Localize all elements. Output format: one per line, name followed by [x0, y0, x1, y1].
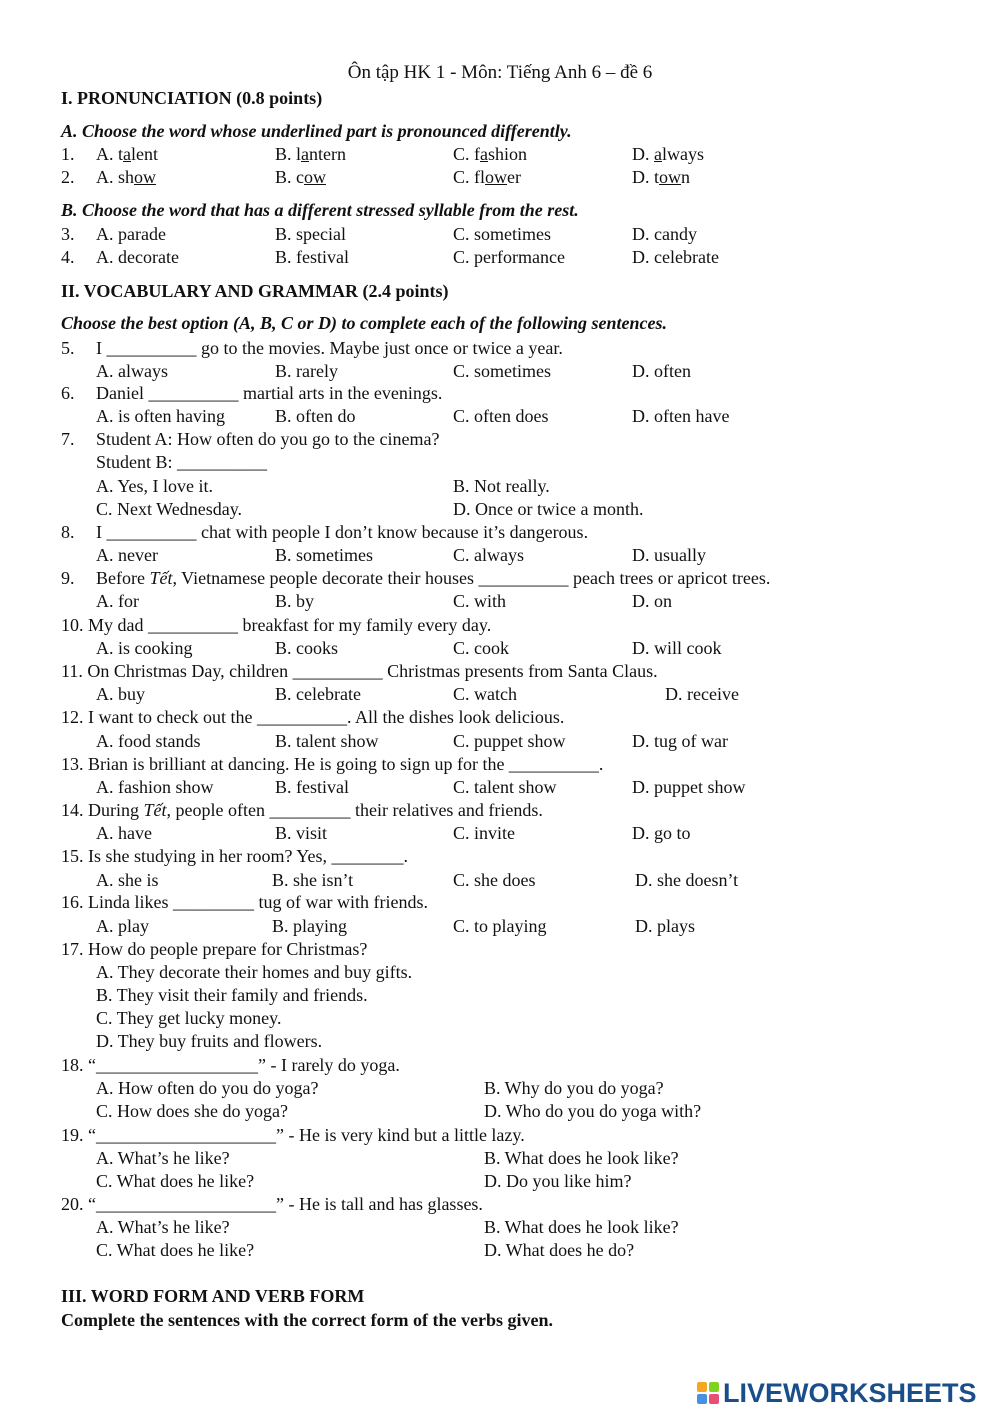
option-a[interactable]: A. decorate	[96, 247, 179, 267]
option-c[interactable]: C. to playing	[453, 916, 547, 936]
option-d[interactable]: D. town	[632, 167, 690, 187]
option-d[interactable]: D. Who do you do yoga with?	[484, 1101, 702, 1121]
option-c[interactable]: C. What does he like?	[96, 1171, 255, 1191]
option-a[interactable]: A. always	[96, 361, 168, 381]
instruction-part-a: A. Choose the word whose underlined part is pronounced differently.	[61, 121, 572, 141]
page-title: Ôn tập HK 1 - Môn: Tiếng Anh 6 – đề 6	[347, 62, 653, 83]
option-d[interactable]: D. will cook	[632, 638, 722, 658]
option-b[interactable]: B. festival	[275, 247, 349, 267]
question-text: 20. “____________________” - He is tall and has glasses.	[61, 1194, 483, 1214]
question-number: 1.	[61, 144, 75, 164]
logo-square	[697, 1382, 707, 1392]
option-a[interactable]: A. talent	[96, 144, 158, 164]
question-number: 7.	[61, 429, 75, 449]
option-a[interactable]: A. buy	[96, 684, 145, 704]
option-a[interactable]: A. is cooking	[96, 638, 193, 658]
instruction-word-form: Complete the sentences with the correct form of the verbs given.	[61, 1310, 554, 1330]
option-c[interactable]: C. flower	[453, 167, 521, 187]
option-b[interactable]: B. festival	[275, 777, 349, 797]
option-c[interactable]: C. cook	[453, 638, 509, 658]
option-b[interactable]: B. visit	[275, 823, 328, 843]
option-d[interactable]: D. often have	[632, 406, 730, 426]
option-d[interactable]: D. on	[632, 591, 672, 611]
liveworksheets-logo-icon	[697, 1382, 719, 1404]
option-d[interactable]: D. she doesn’t	[635, 870, 739, 890]
option-c[interactable]: C. always	[453, 545, 524, 565]
option-b[interactable]: B. What does he look like?	[484, 1217, 679, 1237]
option-d[interactable]: D. Do you like him?	[484, 1171, 632, 1191]
option-a[interactable]: A. she is	[96, 870, 159, 890]
option-c[interactable]: C. They get lucky money.	[96, 1008, 282, 1028]
option-a[interactable]: A. What’s he like?	[96, 1217, 230, 1237]
section-heading-pronunciation: I. PRONUNCIATION (0.8 points)	[61, 88, 323, 108]
option-c[interactable]: C. What does he like?	[96, 1240, 255, 1260]
question-text: 19. “____________________” - He is very kind but a little lazy.	[61, 1125, 525, 1145]
section-heading-vocabulary: II. VOCABULARY AND GRAMMAR (2.4 points)	[61, 281, 449, 301]
option-c[interactable]: C. often does	[453, 406, 549, 426]
option-d[interactable]: D. usually	[632, 545, 706, 565]
option-d[interactable]: D. go to	[632, 823, 691, 843]
option-a[interactable]: A. is often having	[96, 406, 225, 426]
question-text: Student A: How often do you go to the cinema?	[96, 429, 440, 449]
question-text: 11. On Christmas Day, children __________ Christmas presents from Santa Claus.	[61, 661, 658, 681]
question-text: 10. My dad __________ breakfast for my family every day.	[61, 615, 492, 635]
option-c[interactable]: C. puppet show	[453, 731, 566, 751]
option-c[interactable]: C. she does	[453, 870, 536, 890]
question-text: Daniel __________ martial arts in the evenings.	[96, 383, 443, 403]
question-number: 6.	[61, 383, 75, 403]
option-b[interactable]: B. What does he look like?	[484, 1148, 679, 1168]
question-text: 16. Linda likes _________ tug of war with friends.	[61, 892, 428, 912]
option-b[interactable]: B. she isn’t	[272, 870, 354, 890]
question-text: 18. “__________________” - I rarely do yoga.	[61, 1055, 400, 1075]
option-d[interactable]: D. Once or twice a month.	[453, 499, 644, 519]
option-d[interactable]: D. celebrate	[632, 247, 719, 267]
option-a[interactable]: A. food stands	[96, 731, 201, 751]
option-a[interactable]: A. Yes, I love it.	[96, 476, 214, 496]
option-b[interactable]: B. by	[275, 591, 315, 611]
option-a[interactable]: A. for	[96, 591, 139, 611]
option-b[interactable]: B. talent show	[275, 731, 379, 751]
option-c[interactable]: C. performance	[453, 247, 565, 267]
liveworksheets-logo	[697, 1378, 977, 1408]
option-b[interactable]: B. lantern	[275, 144, 346, 164]
question-text: 14. During Tết, people often _________ their relatives and friends.	[61, 800, 543, 820]
question-text: 17. How do people prepare for Christmas?	[61, 939, 368, 959]
option-c[interactable]: C. talent show	[453, 777, 557, 797]
option-b[interactable]: B. cow	[275, 167, 326, 187]
question-number: 8.	[61, 522, 75, 542]
option-b[interactable]: B. rarely	[275, 361, 338, 381]
option-b[interactable]: B. cooks	[275, 638, 338, 658]
option-a[interactable]: A. play	[96, 916, 149, 936]
option-c[interactable]: C. invite	[453, 823, 515, 843]
option-d[interactable]: D. plays	[635, 916, 695, 936]
option-a[interactable]: A. What’s he like?	[96, 1148, 230, 1168]
question-number: 5.	[61, 338, 75, 358]
option-c[interactable]: C. How does she do yoga?	[96, 1101, 288, 1121]
option-a[interactable]: A. never	[96, 545, 158, 565]
option-a[interactable]: A. How often do you do yoga?	[96, 1078, 319, 1098]
option-c[interactable]: C. sometimes	[453, 224, 551, 244]
option-b[interactable]: B. They visit their family and friends.	[96, 985, 368, 1005]
option-d[interactable]: D. candy	[632, 224, 697, 244]
question-number: 9.	[61, 568, 75, 588]
question-number: 2.	[61, 167, 75, 187]
option-d[interactable]: D. always	[632, 144, 704, 164]
option-c[interactable]: C. Next Wednesday.	[96, 499, 243, 519]
option-b[interactable]: B. sometimes	[275, 545, 373, 565]
option-a[interactable]: A. show	[96, 167, 157, 187]
option-d[interactable]: D. They buy fruits and flowers.	[96, 1031, 323, 1051]
logo-square	[709, 1382, 719, 1392]
option-c[interactable]: C. with	[453, 591, 507, 611]
question-number: 4.	[61, 247, 75, 267]
option-c[interactable]: C. fashion	[453, 144, 528, 164]
option-b[interactable]: B. celebrate	[275, 684, 361, 704]
question-text: 15. Is she studying in her room? Yes, ________.	[61, 846, 408, 866]
option-b[interactable]: B. often do	[275, 406, 356, 426]
instruction-part-b: B. Choose the word that has a different stressed syllable from the rest.	[61, 200, 579, 220]
option-d[interactable]: D. tug of war	[632, 731, 728, 751]
option-d[interactable]: D. puppet show	[632, 777, 746, 797]
question-number: 3.	[61, 224, 75, 244]
question-text: 12. I want to check out the __________. All the dishes look delicious.	[61, 707, 565, 727]
liveworksheets-logo-text: LIVEWORKSHEETS	[723, 1377, 977, 1408]
option-a[interactable]: A. have	[96, 823, 152, 843]
question-text-2: Student B: __________	[96, 452, 268, 472]
option-b[interactable]: B. special	[275, 224, 346, 244]
option-a[interactable]: A. fashion show	[96, 777, 214, 797]
option-c[interactable]: C. sometimes	[453, 361, 551, 381]
question-text: I __________ go to the movies. Maybe just once or twice a year.	[96, 338, 563, 358]
question-text: 13. Brian is brilliant at dancing. He is going to sign up for the __________.	[61, 754, 604, 774]
logo-square	[709, 1394, 719, 1404]
option-c[interactable]: C. watch	[453, 684, 517, 704]
option-a[interactable]: A. parade	[96, 224, 166, 244]
question-text: Before Tết, Vietnamese people decorate their houses __________ peach trees or apricot trees.	[96, 568, 771, 588]
option-b[interactable]: B. Not really.	[453, 476, 550, 496]
option-a[interactable]: A. They decorate their homes and buy gifts.	[96, 962, 413, 982]
section-heading-word-form: III. WORD FORM AND VERB FORM	[61, 1286, 365, 1306]
question-text: I __________ chat with people I don’t know because it’s dangerous.	[96, 522, 589, 542]
option-d[interactable]: D. often	[632, 361, 691, 381]
option-d[interactable]: D. receive	[665, 684, 739, 704]
option-b[interactable]: B. playing	[272, 916, 347, 936]
logo-square	[697, 1394, 707, 1404]
instruction-vocabulary: Choose the best option (A, B, C or D) to complete each of the following sentences.	[61, 313, 667, 333]
option-b[interactable]: B. Why do you do yoga?	[484, 1078, 664, 1098]
option-d[interactable]: D. What does he do?	[484, 1240, 635, 1260]
